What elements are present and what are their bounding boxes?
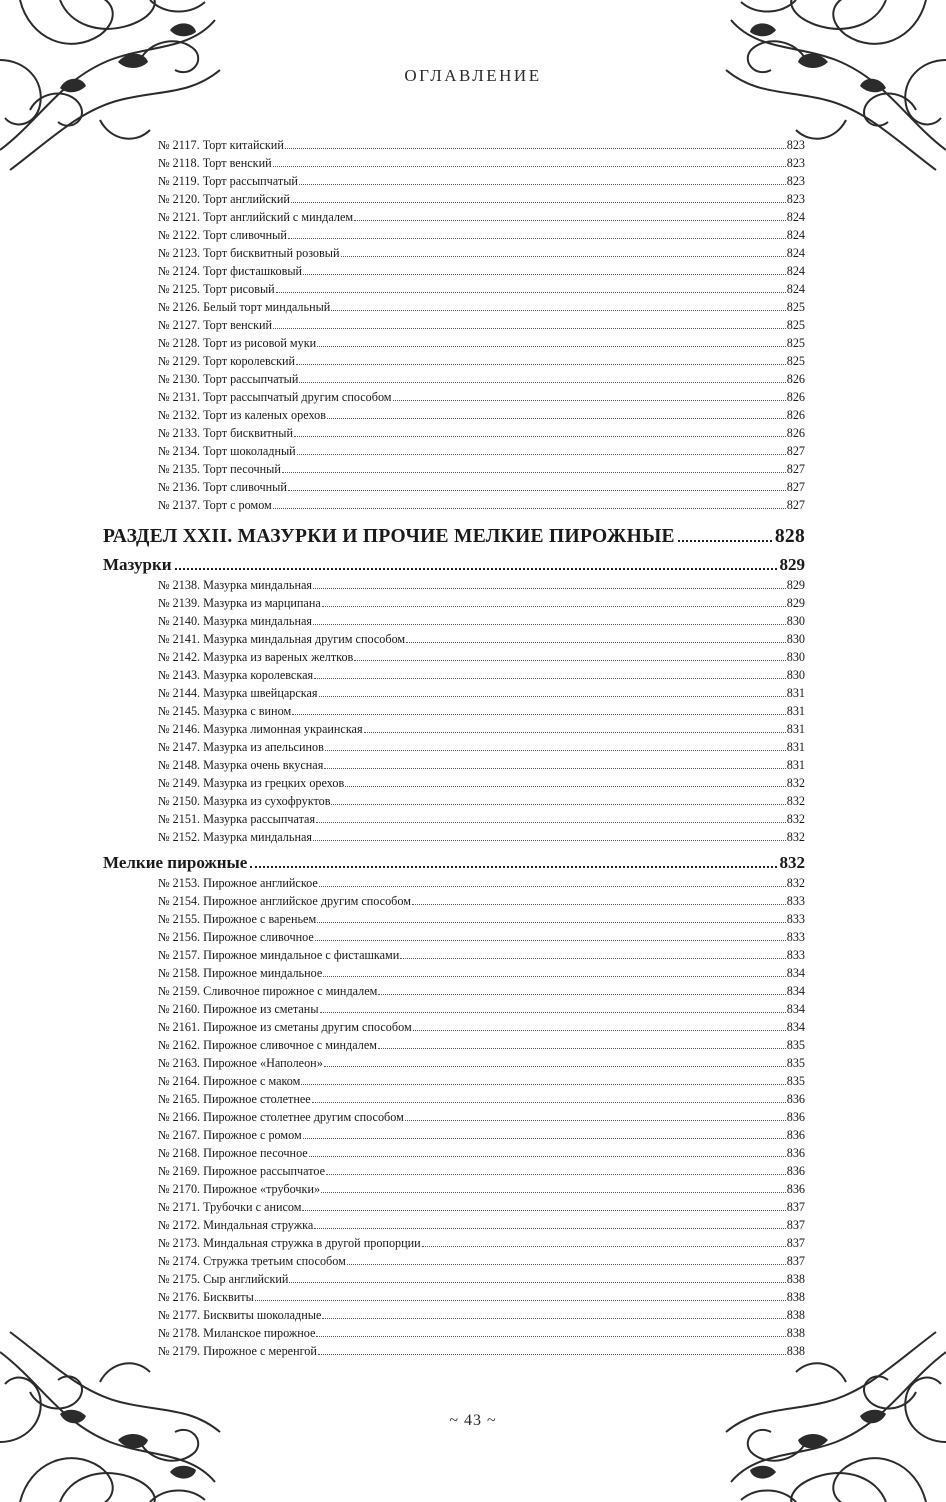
dot-leader bbox=[393, 400, 786, 401]
running-head: ОГЛАВЛЕНИЕ bbox=[404, 66, 542, 85]
subsection-heading-mazurki[interactable] bbox=[103, 554, 805, 576]
toc-entry[interactable] bbox=[158, 352, 805, 370]
dot-leader bbox=[331, 804, 785, 805]
dot-leader bbox=[289, 1282, 785, 1283]
dot-leader bbox=[276, 292, 786, 293]
dot-leader bbox=[175, 568, 777, 570]
entry-page: 831 bbox=[786, 686, 805, 700]
entry-page: 829 bbox=[786, 578, 805, 592]
entry-page: 831 bbox=[786, 740, 805, 754]
toc-entry[interactable] bbox=[158, 334, 805, 352]
entry-page: 837 bbox=[786, 1200, 805, 1214]
toc-entry[interactable] bbox=[158, 262, 805, 280]
toc-entry[interactable] bbox=[158, 136, 805, 154]
entry-title: № 2158. Пирожное миндальное bbox=[158, 966, 323, 980]
toc-entry[interactable] bbox=[158, 1252, 805, 1270]
entry-title: № 2170. Пирожное «трубочки» bbox=[158, 1182, 321, 1196]
entry-title: № 2145. Мазурка с вином bbox=[158, 704, 292, 718]
dot-leader bbox=[422, 1246, 786, 1247]
toc-entry[interactable] bbox=[158, 1144, 805, 1162]
dot-leader bbox=[303, 1138, 786, 1139]
entry-page: 830 bbox=[786, 632, 805, 646]
entry-title: № 2176. Бисквиты bbox=[158, 1290, 254, 1304]
entry-title: № 2136. Торт сливочный bbox=[158, 480, 287, 494]
entry-page: 836 bbox=[786, 1128, 805, 1142]
entry-page: 823 bbox=[786, 156, 805, 170]
entry-page: 824 bbox=[786, 210, 805, 224]
entry-title: № 2166. Пирожное столетнее другим способом bbox=[158, 1110, 404, 1124]
toc-entry[interactable] bbox=[158, 226, 805, 244]
entry-title: № 2178. Миланское пирожное bbox=[158, 1326, 316, 1340]
entry-title: № 2173. Миндальная стружка в другой пропорции bbox=[158, 1236, 421, 1250]
toc-entry[interactable] bbox=[158, 298, 805, 316]
dot-leader bbox=[288, 490, 786, 491]
entry-page: 832 bbox=[786, 876, 805, 890]
toc-entry[interactable] bbox=[158, 172, 805, 190]
toc-entry[interactable] bbox=[158, 910, 805, 928]
entry-page: 831 bbox=[786, 704, 805, 718]
toc-entry[interactable] bbox=[158, 964, 805, 982]
dot-leader bbox=[294, 436, 786, 437]
dot-leader bbox=[327, 418, 786, 419]
entry-title: № 2131. Торт рассыпчатый другим способом bbox=[158, 390, 392, 404]
dot-leader bbox=[313, 840, 786, 841]
entry-title: № 2143. Мазурка королевская bbox=[158, 668, 314, 682]
entry-page: 823 bbox=[786, 138, 805, 152]
entry-page: 827 bbox=[786, 444, 805, 458]
entry-title: № 2159. Сливочное пирожное с миндалем bbox=[158, 984, 378, 998]
entry-title: № 2125. Торт рисовый bbox=[158, 282, 275, 296]
entry-page: 838 bbox=[786, 1326, 805, 1340]
entry-page: 825 bbox=[786, 318, 805, 332]
dot-leader bbox=[413, 1030, 786, 1031]
entry-page: 836 bbox=[786, 1110, 805, 1124]
toc-entry[interactable] bbox=[158, 612, 805, 630]
entry-title: № 2119. Торт рассыпчатый bbox=[158, 174, 298, 188]
entry-title: № 2153. Пирожное английское bbox=[158, 876, 318, 890]
dot-leader bbox=[321, 1192, 786, 1193]
entry-page: 832 bbox=[786, 776, 805, 790]
dot-leader bbox=[354, 660, 785, 661]
dot-leader bbox=[678, 540, 772, 542]
entry-title: № 2128. Торт из рисовой муки bbox=[158, 336, 317, 350]
entry-title: № 2132. Торт из каленых орехов bbox=[158, 408, 326, 422]
entry-title: № 2118. Торт венский bbox=[158, 156, 272, 170]
entry-page: 834 bbox=[786, 966, 805, 980]
toc-entry[interactable] bbox=[158, 316, 805, 334]
dot-leader bbox=[299, 382, 785, 383]
entry-title: № 2134. Торт шоколадный bbox=[158, 444, 296, 458]
dot-leader bbox=[320, 1012, 786, 1013]
entry-title: № 2163. Пирожное «Наполеон» bbox=[158, 1056, 323, 1070]
toc-entry[interactable] bbox=[158, 442, 805, 460]
entry-title: № 2126. Белый торт миндальный bbox=[158, 300, 331, 314]
entry-page: 825 bbox=[786, 300, 805, 314]
dot-leader bbox=[301, 1084, 785, 1085]
entry-page: 824 bbox=[786, 264, 805, 278]
entry-title: № 2133. Торт бисквитный bbox=[158, 426, 293, 440]
dot-leader bbox=[322, 1318, 785, 1319]
toc-entry[interactable] bbox=[158, 738, 805, 756]
toc-entry[interactable] bbox=[158, 1018, 805, 1036]
entry-title: № 2144. Мазурка швейцарская bbox=[158, 686, 318, 700]
dot-leader bbox=[331, 310, 785, 311]
entry-title: № 2154. Пирожное английское другим способом bbox=[158, 894, 411, 908]
entry-page: 834 bbox=[786, 1002, 805, 1016]
toc-entry[interactable] bbox=[158, 1324, 805, 1342]
entry-page: 835 bbox=[786, 1074, 805, 1088]
toc-entry[interactable] bbox=[158, 792, 805, 810]
subsection-page: 832 bbox=[779, 853, 805, 872]
dot-leader bbox=[405, 1120, 786, 1121]
entry-page: 829 bbox=[786, 596, 805, 610]
entry-page: 826 bbox=[786, 372, 805, 386]
toc-entry[interactable] bbox=[158, 594, 805, 612]
entry-page: 830 bbox=[786, 650, 805, 664]
entry-page: 836 bbox=[786, 1092, 805, 1106]
entry-title: № 2168. Пирожное песочное bbox=[158, 1146, 308, 1160]
dot-leader bbox=[316, 1336, 785, 1337]
entry-title: № 2169. Пирожное рассыпчатое bbox=[158, 1164, 326, 1178]
toc-entry[interactable] bbox=[158, 774, 805, 792]
entry-page: 824 bbox=[786, 282, 805, 296]
entry-title: № 2129. Торт королевский bbox=[158, 354, 296, 368]
entries-group-1 bbox=[103, 136, 805, 514]
entry-title: № 2157. Пирожное миндальное с фисташками bbox=[158, 948, 400, 962]
entry-page: 831 bbox=[786, 758, 805, 772]
toc-entry[interactable] bbox=[158, 1342, 805, 1360]
dot-leader bbox=[273, 508, 786, 509]
entry-title: № 2177. Бисквиты шоколадные bbox=[158, 1308, 322, 1322]
dot-leader bbox=[296, 364, 786, 365]
entry-title: № 2139. Мазурка из марципана bbox=[158, 596, 321, 610]
toc-entry[interactable] bbox=[158, 874, 805, 892]
entry-page: 833 bbox=[786, 912, 805, 926]
dot-leader bbox=[412, 904, 786, 905]
subsection-title: Мазурки bbox=[103, 555, 172, 574]
entry-page: 836 bbox=[786, 1164, 805, 1178]
entry-page: 834 bbox=[786, 1020, 805, 1034]
entry-page: 837 bbox=[786, 1236, 805, 1250]
dot-leader bbox=[317, 346, 786, 347]
entry-title: № 2147. Мазурка из апельсинов bbox=[158, 740, 324, 754]
entry-title: № 2121. Торт английский с миндалем bbox=[158, 210, 354, 224]
dot-leader bbox=[313, 588, 786, 589]
dot-leader bbox=[319, 696, 786, 697]
toc-entry[interactable] bbox=[158, 280, 805, 298]
entry-page: 836 bbox=[786, 1146, 805, 1160]
dot-leader bbox=[273, 328, 786, 329]
entry-page: 832 bbox=[786, 830, 805, 844]
entry-page: 834 bbox=[786, 984, 805, 998]
dot-leader bbox=[317, 922, 786, 923]
entry-page: 838 bbox=[786, 1272, 805, 1286]
entry-page: 833 bbox=[786, 930, 805, 944]
entry-page: 836 bbox=[786, 1182, 805, 1196]
entry-title: № 2148. Мазурка очень вкусная bbox=[158, 758, 324, 772]
entry-page: 830 bbox=[786, 668, 805, 682]
entry-page: 827 bbox=[786, 462, 805, 476]
entry-page: 823 bbox=[786, 192, 805, 206]
toc-entry[interactable] bbox=[158, 630, 805, 648]
entry-title: № 2171. Трубочки с анисом bbox=[158, 1200, 302, 1214]
entry-title: № 2141. Мазурка миндальная другим способом bbox=[158, 632, 406, 646]
toc-entry[interactable] bbox=[158, 388, 805, 406]
toc-entry[interactable] bbox=[158, 370, 805, 388]
entry-title: № 2122. Торт сливочный bbox=[158, 228, 287, 242]
toc-entry[interactable] bbox=[158, 1072, 805, 1090]
entry-page: 831 bbox=[786, 722, 805, 736]
toc-entry[interactable] bbox=[158, 1198, 805, 1216]
toc-entry[interactable] bbox=[158, 702, 805, 720]
toc-entry[interactable] bbox=[158, 756, 805, 774]
toc-entry[interactable] bbox=[158, 1090, 805, 1108]
entry-title: № 2179. Пирожное с меренгой bbox=[158, 1344, 317, 1358]
entry-page: 838 bbox=[786, 1290, 805, 1304]
entry-page: 824 bbox=[786, 246, 805, 260]
toc-entry[interactable] bbox=[158, 720, 805, 738]
dot-leader bbox=[314, 678, 786, 679]
entry-page: 830 bbox=[786, 614, 805, 628]
dot-leader bbox=[315, 940, 786, 941]
toc-entry[interactable] bbox=[158, 1126, 805, 1144]
entry-title: № 2146. Мазурка лимонная украинская bbox=[158, 722, 363, 736]
dot-leader bbox=[354, 220, 786, 221]
dot-leader bbox=[319, 886, 786, 887]
dot-leader bbox=[282, 472, 786, 473]
toc-entry[interactable] bbox=[158, 478, 805, 496]
subsection-heading-pirozhnye[interactable] bbox=[103, 852, 805, 874]
toc-entry[interactable] bbox=[158, 496, 805, 514]
toc-entry[interactable] bbox=[158, 1108, 805, 1126]
dot-leader bbox=[288, 238, 786, 239]
dot-leader bbox=[299, 184, 786, 185]
entry-title: № 2127. Торт венский bbox=[158, 318, 273, 332]
toc-entry[interactable] bbox=[158, 892, 805, 910]
entry-page: 826 bbox=[786, 426, 805, 440]
entry-page: 833 bbox=[786, 948, 805, 962]
entry-title: № 2174. Стружка третьим способом bbox=[158, 1254, 346, 1268]
entry-title: № 2156. Пирожное сливочное bbox=[158, 930, 314, 944]
entry-page: 838 bbox=[786, 1344, 805, 1358]
entry-page: 832 bbox=[786, 812, 805, 826]
page-number: ~ 43 ~ bbox=[449, 1412, 497, 1429]
dot-leader bbox=[341, 256, 786, 257]
dot-leader bbox=[378, 994, 785, 995]
entry-title: № 2162. Пирожное сливочное с миндалем bbox=[158, 1038, 377, 1052]
entry-page: 835 bbox=[786, 1056, 805, 1070]
section-heading[interactable] bbox=[103, 524, 805, 550]
toc-entry[interactable] bbox=[158, 154, 805, 172]
toc-entry[interactable] bbox=[158, 1288, 805, 1306]
toc-entry[interactable] bbox=[158, 828, 805, 846]
entry-page: 826 bbox=[786, 390, 805, 404]
dot-leader bbox=[406, 642, 786, 643]
entry-title: № 2164. Пирожное с маком bbox=[158, 1074, 301, 1088]
entry-title: № 2175. Сыр английский bbox=[158, 1272, 289, 1286]
entry-page: 827 bbox=[786, 498, 805, 512]
entry-page: 833 bbox=[786, 894, 805, 908]
entry-title: № 2135. Торт песочный bbox=[158, 462, 281, 476]
toc-entry[interactable] bbox=[158, 648, 805, 666]
entry-title: № 2140. Мазурка миндальная bbox=[158, 614, 312, 628]
entry-title: № 2120. Торт английский bbox=[158, 192, 290, 206]
entry-title: № 2152. Мазурка миндальная bbox=[158, 830, 312, 844]
toc-entry[interactable] bbox=[158, 946, 805, 964]
section-title: РАЗДЕЛ XXII. МАЗУРКИ И ПРОЧИЕ МЕЛКИЕ ПИРОЖНЫЕ bbox=[103, 526, 675, 547]
dot-leader bbox=[312, 1102, 786, 1103]
entry-page: 835 bbox=[786, 1038, 805, 1052]
entry-page: 838 bbox=[786, 1308, 805, 1322]
toc-entry[interactable] bbox=[158, 406, 805, 424]
dot-leader bbox=[250, 866, 776, 868]
dot-leader bbox=[325, 750, 786, 751]
entries-group-2 bbox=[103, 576, 805, 846]
dot-leader bbox=[292, 714, 786, 715]
toc-entry[interactable] bbox=[158, 460, 805, 478]
entry-title: № 2172. Миндальная стружка bbox=[158, 1218, 314, 1232]
entry-title: № 2117. Торт китайский bbox=[158, 138, 284, 152]
toc-entry[interactable] bbox=[158, 666, 805, 684]
toc-entry[interactable] bbox=[158, 928, 805, 946]
toc-entry[interactable] bbox=[158, 1306, 805, 1324]
toc-entry[interactable] bbox=[158, 244, 805, 262]
entry-title: № 2150. Мазурка из сухофруктов bbox=[158, 794, 331, 808]
entry-page: 837 bbox=[786, 1254, 805, 1268]
dot-leader bbox=[291, 202, 786, 203]
toc-entry[interactable] bbox=[158, 1162, 805, 1180]
dot-leader bbox=[347, 1264, 786, 1265]
dot-leader bbox=[326, 1174, 786, 1175]
entry-title: № 2130. Торт рассыпчатый bbox=[158, 372, 299, 386]
dot-leader bbox=[324, 1066, 786, 1067]
entry-page: 826 bbox=[786, 408, 805, 422]
entry-title: № 2165. Пирожное столетнее bbox=[158, 1092, 311, 1106]
entry-page: 824 bbox=[786, 228, 805, 242]
dot-leader bbox=[400, 958, 785, 959]
toc-entry[interactable] bbox=[158, 208, 805, 226]
toc-entry[interactable] bbox=[158, 190, 805, 208]
dot-leader bbox=[303, 274, 786, 275]
toc-entry[interactable] bbox=[158, 1270, 805, 1288]
subsection-title: Мелкие пирожные bbox=[103, 853, 248, 872]
entry-title: № 2155. Пирожное с вареньем bbox=[158, 912, 317, 926]
section-page: 828 bbox=[774, 526, 805, 547]
entry-title: № 2137. Торт с ромом bbox=[158, 498, 272, 512]
toc-entry[interactable] bbox=[158, 1054, 805, 1072]
subsection-page: 829 bbox=[779, 555, 805, 574]
entry-title: № 2138. Мазурка миндальная bbox=[158, 578, 312, 592]
dot-leader bbox=[255, 1300, 786, 1301]
entry-title: № 2124. Торт фисташковый bbox=[158, 264, 303, 278]
entry-page: 827 bbox=[786, 480, 805, 494]
dot-leader bbox=[297, 454, 786, 455]
entries-group-3 bbox=[103, 874, 805, 1360]
dot-leader bbox=[364, 732, 786, 733]
entry-page: 823 bbox=[786, 174, 805, 188]
entry-title: № 2149. Мазурка из грецких орехов bbox=[158, 776, 345, 790]
dot-leader bbox=[323, 976, 785, 977]
entry-title: № 2160. Пирожное из сметаны bbox=[158, 1002, 319, 1016]
toc-entry[interactable] bbox=[158, 1216, 805, 1234]
dot-leader bbox=[302, 1210, 785, 1211]
dot-leader bbox=[313, 624, 786, 625]
dot-leader bbox=[314, 1228, 785, 1229]
entry-page: 825 bbox=[786, 354, 805, 368]
toc-entry[interactable] bbox=[158, 576, 805, 594]
toc-entry[interactable] bbox=[158, 424, 805, 442]
entry-title: № 2151. Мазурка рассыпчатая bbox=[158, 812, 316, 826]
entry-page: 832 bbox=[786, 794, 805, 808]
dot-leader bbox=[378, 1048, 786, 1049]
toc-entry[interactable] bbox=[158, 1036, 805, 1054]
entry-title: № 2167. Пирожное с ромом bbox=[158, 1128, 302, 1142]
dot-leader bbox=[322, 606, 786, 607]
toc-entry[interactable] bbox=[158, 1000, 805, 1018]
dot-leader bbox=[309, 1156, 786, 1157]
toc-entry[interactable] bbox=[158, 810, 805, 828]
toc-entry[interactable] bbox=[158, 1234, 805, 1252]
entry-page: 825 bbox=[786, 336, 805, 350]
entry-page: 837 bbox=[786, 1218, 805, 1232]
dot-leader bbox=[324, 768, 785, 769]
dot-leader bbox=[285, 148, 786, 149]
dot-leader bbox=[273, 166, 786, 167]
entry-title: № 2123. Торт бисквитный розовый bbox=[158, 246, 340, 260]
entry-title: № 2161. Пирожное из сметаны другим способом bbox=[158, 1020, 412, 1034]
table-of-contents bbox=[103, 136, 805, 1360]
toc-entry[interactable] bbox=[158, 684, 805, 702]
toc-entry[interactable] bbox=[158, 982, 805, 1000]
entry-title: № 2142. Мазурка из вареных желтков bbox=[158, 650, 354, 664]
dot-leader bbox=[318, 1354, 786, 1355]
dot-leader bbox=[316, 822, 786, 823]
dot-leader bbox=[345, 786, 785, 787]
toc-entry[interactable] bbox=[158, 1180, 805, 1198]
